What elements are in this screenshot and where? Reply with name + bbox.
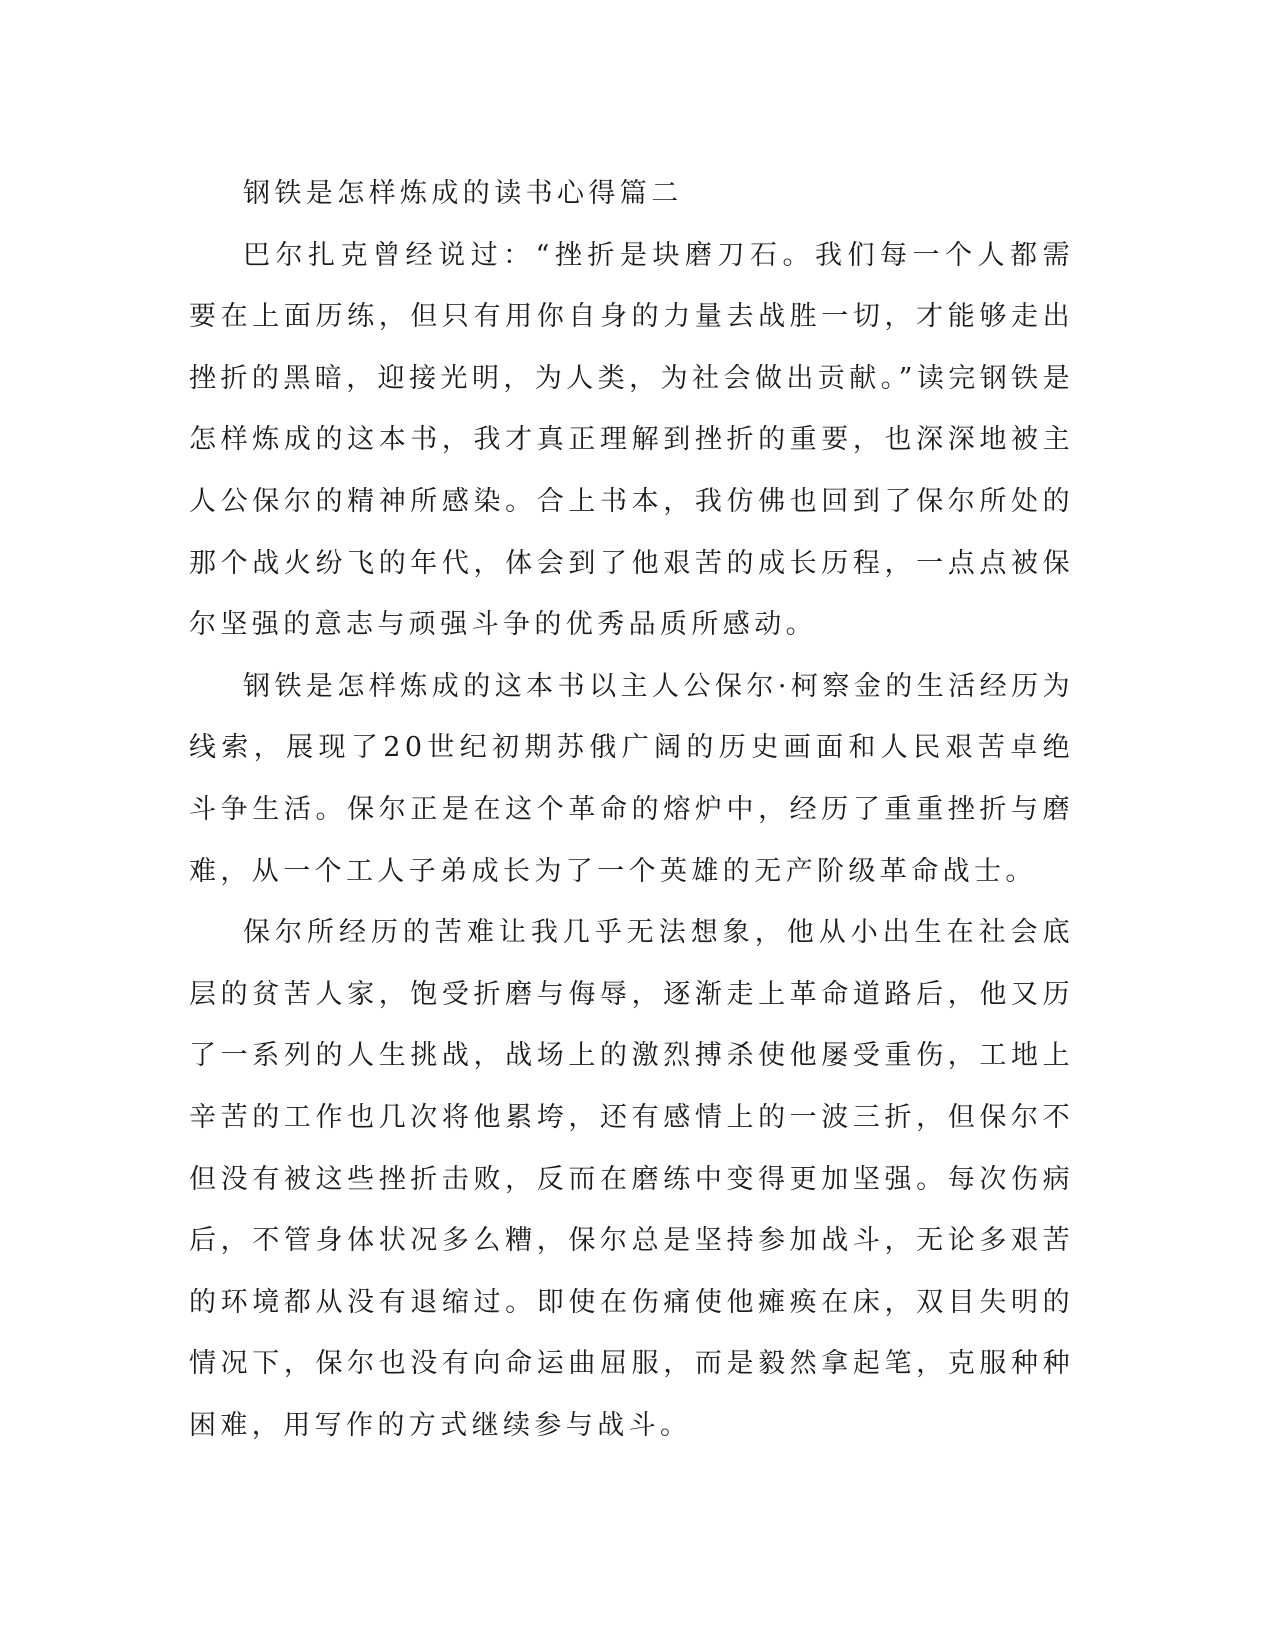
document-body (189, 163, 1074, 1456)
paragraph-3: 保尔所经历的苦难让我几乎无法想象，他从小出生在社会底层的贫苦人家，饱受折磨与侮辱，逐渐走上革命道路后，他又历了一系列的人生挑战，战场上的激烈搏杀使他屡受重伤，工地上辛苦的工作也几次将他累垮，还有感情上的一波三折，但保尔不但没有被这些挫折击败，反而在磨练中变得更加坚强。每次伤病后，不管身体状况多么糟，保尔总是坚持参加战斗，无论多艰苦的环境都从没有退缩过。即使在伤痛使他瘫痪在床，双目失明的情况下，保尔也没有向命运曲屈服，而是毅然拿起笔，克服种种困难，用写作的方式继续参与战斗。 (189, 917, 1074, 1441)
paragraph-1: 巴尔扎克曾经说过：“挫折是块磨刀石。我们每一个人都需要在上面历练，但只有用你自身的力量去战胜一切，才能够走出挫折的黑暗，迎接光明，为人类，为社会做出贡献。”读完钢铁是怎样炼成的这本书，我才真正理解到挫折的重要，也深深地被主人公保尔的精神所感染。合上书本，我仿佛也回到了保尔所处的那个战火纷飞的年代，体会到了他艰苦的成长历程，一点点被保尔坚强的意志与顽强斗争的优秀品质所感动。 (189, 239, 1074, 641)
document-title: 钢铁是怎样炼成的读书心得篇二 (243, 178, 683, 209)
paragraph-2: 钢铁是怎样炼成的这本书以主人公保尔·柯察金的生活经历为线索，展现了20世纪初期苏俄广阔的历史画面和人民艰苦卓绝斗争生活。保尔正是在这个革命的熔炉中，经历了重重挫折与磨难，从一个工人子弟成长为了一个英雄的无产阶级革命战士。 (189, 670, 1074, 887)
